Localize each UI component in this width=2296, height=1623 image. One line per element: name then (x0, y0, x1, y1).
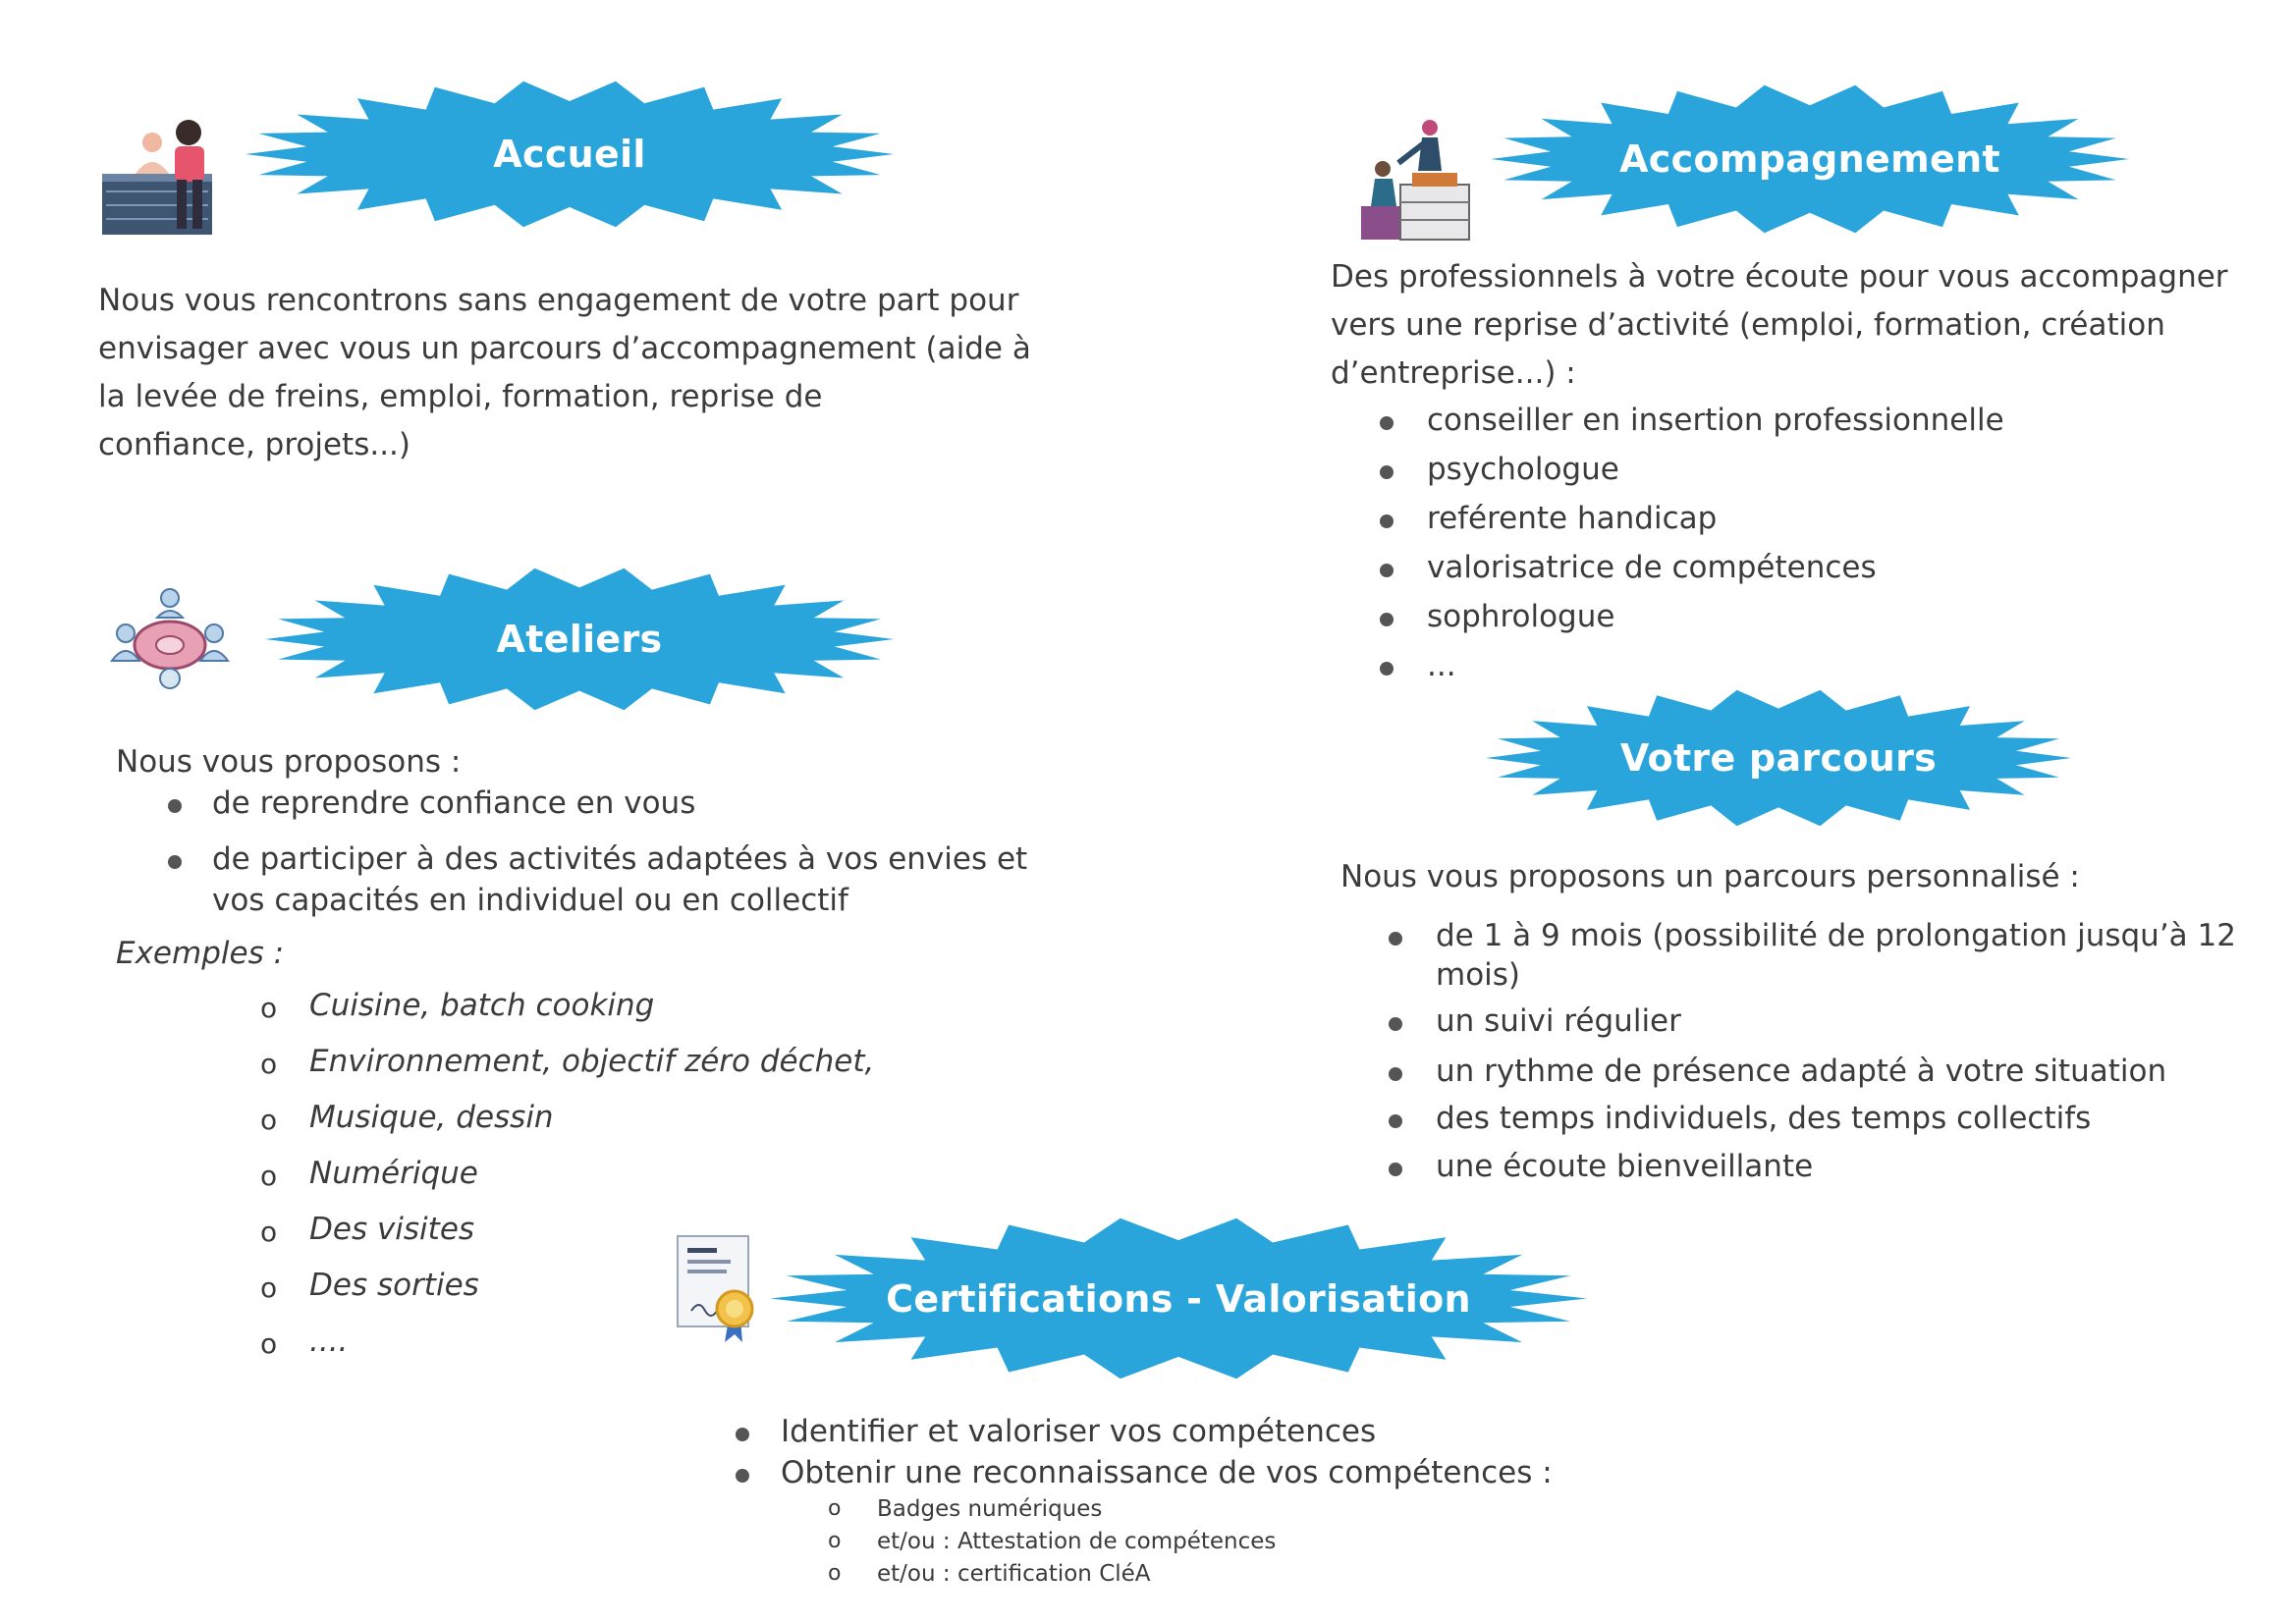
list-item-text: Badges numériques (877, 1496, 1103, 1522)
list-item-text: vos capacités en individuel ou en collectif (212, 883, 848, 918)
parcours-intro: Nous vous proposons un parcours personnalisé : (1340, 859, 2080, 894)
meeting-table-icon (106, 584, 234, 692)
list-item (781, 1455, 1553, 1498)
accompagnement-title-badge (1491, 84, 2129, 234)
accompagnement-intro-line: Des professionnels à votre écoute pour vous accompagner (1331, 259, 2228, 295)
list-item (1436, 1101, 2236, 1149)
ateliers-list (212, 785, 1027, 922)
bullet-icon (1380, 514, 1394, 528)
list-item (828, 1529, 1277, 1561)
list-item-text: Cuisine, batch cooking (309, 988, 655, 1023)
list-item (828, 1561, 1276, 1594)
accueil-text-line: Nous vous rencontrons sans engagement de votre part pour (98, 283, 1019, 318)
list-item-text: .... (309, 1324, 349, 1359)
bullet-icon (1380, 662, 1394, 676)
parcours-list (1436, 918, 2236, 1197)
list-item-text: Des visites (309, 1212, 475, 1247)
parcours-title: Votre parcours (1619, 736, 1938, 780)
bullet-icon (1389, 1114, 1402, 1128)
accompagnement-list (1427, 403, 2004, 697)
bullet-icon (1389, 932, 1402, 946)
examples-label: Exemples : (116, 936, 285, 971)
certifications-title-badge (770, 1217, 1587, 1380)
accueil-text-line: confiance, projets...) (98, 427, 411, 462)
list-item-text: Musique, dessin (309, 1100, 554, 1135)
list-item (1436, 1054, 2236, 1101)
list-item-continuation (1436, 957, 2236, 1003)
accompagnement-intro-line: vers une reprise d’activité (emploi, formation, création (1331, 307, 2165, 343)
sub-bullet-icon: o (828, 1496, 842, 1521)
list-item (1427, 599, 2004, 648)
list-item (260, 1044, 875, 1100)
list-item (260, 988, 874, 1044)
sub-bullet-icon: o (260, 1104, 278, 1136)
list-item (1427, 501, 2004, 550)
sub-bullet-icon: o (260, 1271, 278, 1304)
list-item-text: mois) (1436, 957, 1521, 993)
list-item-text: Identifier et valoriser vos compétences (781, 1414, 1377, 1449)
list-item-text: et/ou : certification CléA (877, 1561, 1151, 1587)
list-item (1436, 918, 2236, 957)
accompagnement-intro (1331, 253, 2228, 398)
climbing-steps-icon (1353, 116, 1476, 243)
bullet-icon (1389, 1067, 1402, 1081)
list-item (260, 1100, 874, 1156)
bullet-icon (736, 1469, 749, 1483)
ateliers-title: Ateliers (496, 618, 663, 661)
list-item-text: de participer à des activités adaptées à vos envies et (212, 841, 1028, 877)
certifications-sub-list (828, 1496, 1277, 1594)
list-item-text: Environnement, objectif zéro déchet, (309, 1044, 875, 1079)
list-item-text: valorisatrice de compétences (1427, 550, 1877, 585)
list-item-text: de reprendre confiance en vous (212, 785, 696, 821)
list-item-text: un rythme de présence adapté à votre situation (1436, 1054, 2167, 1089)
accueil-text (98, 277, 1031, 469)
list-item-text: ... (1427, 648, 1456, 683)
accompagnement-intro-line: d’entreprise...) : (1331, 355, 1576, 391)
bullet-icon (1380, 465, 1394, 479)
sub-bullet-icon: o (828, 1561, 842, 1586)
accueil-text-line: envisager avec vous un parcours d’accompagnement (aide à (98, 331, 1031, 366)
list-item-text: une écoute bienveillante (1436, 1149, 1814, 1184)
list-item-text: Numérique (309, 1156, 478, 1191)
list-item (1436, 1003, 2236, 1054)
list-item-text: sophrologue (1427, 599, 1615, 634)
list-item (1427, 452, 2004, 501)
list-item (828, 1496, 1276, 1529)
list-item (781, 1414, 1553, 1455)
list-item-text: reférente handicap (1427, 501, 1718, 536)
bullet-icon (736, 1428, 749, 1441)
reception-desk-icon (98, 113, 226, 241)
accompagnement-title: Accompagnement (1619, 137, 2000, 181)
certifications-title: Certifications - Valorisation (886, 1276, 1471, 1321)
list-item-text: Des sorties (309, 1268, 479, 1303)
bullet-icon (168, 799, 182, 813)
sub-bullet-icon: o (260, 1048, 278, 1080)
sub-bullet-icon: o (828, 1529, 842, 1553)
accueil-title-badge (246, 81, 894, 228)
ateliers-title-badge (265, 568, 894, 711)
accueil-text-line: la levée de freins, emploi, formation, reprise de (98, 379, 823, 414)
list-item (1427, 550, 2004, 599)
list-item (260, 1156, 874, 1212)
list-item (1436, 1149, 2236, 1197)
bullet-icon (1380, 613, 1394, 626)
list-item-text: conseiller en insertion professionnelle (1427, 403, 2004, 438)
sub-bullet-icon: o (260, 992, 278, 1024)
certifications-list (781, 1414, 1553, 1498)
parcours-title-badge (1486, 689, 2071, 827)
list-item-text: et/ou : Attestation de compétences (877, 1529, 1277, 1554)
sub-bullet-icon: o (260, 1160, 278, 1192)
list-item-text: Obtenir une reconnaissance de vos compétences : (781, 1455, 1553, 1490)
bullet-icon (168, 855, 182, 869)
list-item (1427, 403, 2004, 452)
bullet-icon (1389, 1017, 1402, 1031)
list-item-continuation (212, 883, 1027, 922)
accueil-title: Accueil (493, 133, 646, 176)
certificate-icon (674, 1232, 767, 1345)
bullet-icon (1380, 416, 1394, 430)
list-item-text: un suivi régulier (1436, 1003, 1681, 1039)
list-item (212, 785, 1027, 841)
sub-bullet-icon: o (260, 1327, 278, 1360)
list-item-text: des temps individuels, des temps collectifs (1436, 1101, 2092, 1136)
ateliers-intro: Nous vous proposons : (116, 744, 462, 780)
bullet-icon (1389, 1163, 1402, 1176)
list-item (212, 841, 1027, 883)
list-item-text: de 1 à 9 mois (possibilité de prolongation jusqu’à 12 (1436, 918, 2236, 953)
bullet-icon (1380, 564, 1394, 577)
list-item-text: psychologue (1427, 452, 1619, 487)
sub-bullet-icon: o (260, 1216, 278, 1248)
